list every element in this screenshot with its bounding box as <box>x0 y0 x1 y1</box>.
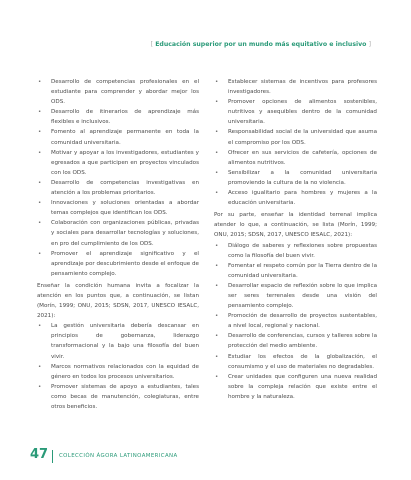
header-bracket-open: [ <box>150 41 154 48</box>
right-bullet-list-a <box>214 77 377 208</box>
list-item: • Sensibilizar a la comunidad universitaria promoviendo la cultura de la no violencia. <box>214 168 377 188</box>
list-item: • Diálogo de saberes y reflexiones sobre propuestas como la filosofía del buen vivir. <box>214 241 377 261</box>
list-item: • Ofrecer en sus servicios de cafetería, opciones de alimentos nutritivos. <box>214 148 377 168</box>
list-item: • Promover el aprendizaje significativo y el aprendizaje por descubrimiento desde el enfoque de pensamiento complejo. <box>37 249 199 279</box>
list-item: • Desarrollo de conferencias, cursos y talleres sobre la protección del medio ambiente. <box>214 331 377 351</box>
list-item: • Fomentar el respeto común por la Tierra dentro de la comunidad universitaria. <box>214 261 377 281</box>
left-bullet-list-a <box>37 77 199 279</box>
footer-divider <box>52 450 53 463</box>
list-item: • Colaboración con organizaciones públicas, privadas y sociales para desarrollar tecnologías y soluciones, en pro del cumplimiento de los ODS. <box>37 218 199 248</box>
list-item: • Promover opciones de alimentos sostenibles, nutritivos y asequibles dentro de la comunidad universitaria. <box>214 97 377 127</box>
list-item: • Promoción de desarrollo de proyectos sustentables, a nivel local, regional y nacional. <box>214 311 377 331</box>
header-bracket-close: ] <box>368 41 371 48</box>
list-item: • Responsabilidad social de la universidad que asuma el compromiso por los ODS. <box>214 127 377 147</box>
list-item: • Desarrollo de competencias investigativas en atención a los problemas prioritarios. <box>37 178 199 198</box>
list-item: • Estudiar los efectos de la globalización, el consumismo y el uso de materiales no degradables. <box>214 352 377 372</box>
left-column <box>37 77 199 412</box>
right-bullet-list-b <box>214 241 377 403</box>
list-item: • La gestión universitaria debería descansar en principios de gobernanza, liderazgo transformacional y la bajo una filosofía del buen vivir. <box>37 321 199 361</box>
list-item: • Crear unidades que configuren una nueva realidad sobre la compleja relación que existe entre el hombre y la naturaleza. <box>214 372 377 402</box>
series-title: COLECCIÓN ÁGORA LATINOAMERICANA <box>59 453 178 459</box>
list-item: • Motivar y apoyar a los investigadores, estudiantes y egresados a que participen en proyectos vinculados con los ODS. <box>37 148 199 178</box>
list-item: • Desarrollo de itinerarios de aprendizaje más flexibles e inclusivos. <box>37 107 199 127</box>
page-number: 47 <box>30 447 49 462</box>
list-item: • Desarrollar espacio de reflexión sobre lo que implica ser seres terrenales desde una visión del pensamiento complejo. <box>214 281 377 311</box>
right-column <box>214 77 377 402</box>
list-item: • Desarrollo de competencias profesionales en el estudiante para comprender y abordar mejor los ODS. <box>37 77 199 107</box>
running-header <box>151 41 371 48</box>
list-item: • Establecer sistemas de incentivos para profesores investigadores. <box>214 77 377 97</box>
list-item: • Promover sistemas de apoyo a estudiantes, tales como becas de manutención, colegiaturas, entre otros beneficios. <box>37 382 199 412</box>
list-item: • Acceso igualitario para hombres y mujeres a la educación universitaria. <box>214 188 377 208</box>
list-item: • Fomento al aprendizaje permanente en toda la comunidad universitaria. <box>37 127 199 147</box>
header-title: Educación superior por un mundo más equitativo e inclusivo <box>155 41 367 48</box>
left-bullet-list-b <box>37 321 199 412</box>
list-item: • Marcos normativos relacionados con la equidad de género en todos los procesos universitarios. <box>37 362 199 382</box>
right-paragraph: Por su parte, enseñar la identidad terrenal implica atender lo que, a continuación, se lista (Morín, 1999; ONU, 2015; SDSN, 2017, UNESCO IESALC, 2021): <box>214 212 377 239</box>
list-item: • Innovaciones y soluciones orientadas a abordar temas complejos que identifican los ODS. <box>37 198 199 218</box>
left-paragraph: Enseñar la condición humana invita a focalizar la atención en los puntos que, a continuación, se listan (Morín, 1999; ONU, 2015; SDSN, 2017, UNESCO IESALC, 2021): <box>37 282 199 320</box>
